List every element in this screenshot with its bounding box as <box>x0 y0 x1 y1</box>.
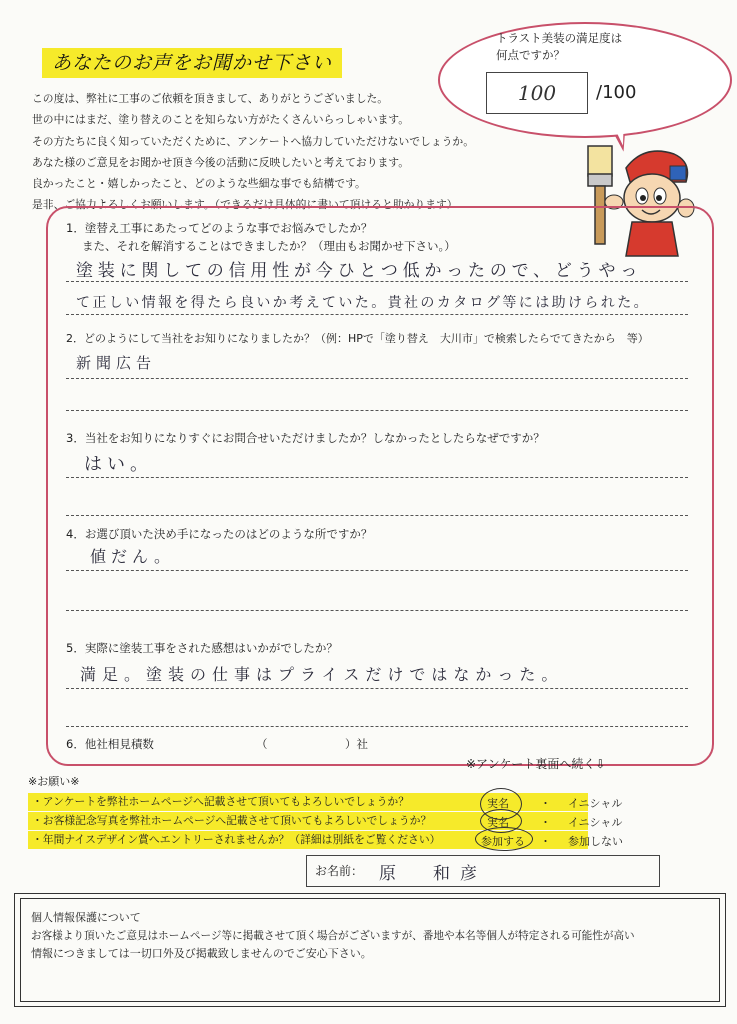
choice-separator: ・ <box>540 835 551 848</box>
intro-line: 世の中にはまだ、塗り替えのことを知らない方がたくさんいらっしゃいます。 <box>32 113 410 127</box>
answer-line <box>66 477 688 478</box>
satisfaction-score-field[interactable]: 100 <box>486 72 588 114</box>
choice-not-participate[interactable]: 参加しない <box>568 835 623 848</box>
continue-note: ※アンケート裏面へ続く⇩ <box>466 757 606 771</box>
choice-initial[interactable]: イニシャル <box>568 816 623 829</box>
request-website-survey: ・アンケートを弊社ホームページへ記載させて頂いてもよろしいでしょうか？ <box>28 793 588 811</box>
answer-line <box>66 410 688 411</box>
privacy-line: 情報につきましては一切口外及び掲載致しませんのでご安心下さい。 <box>31 947 372 960</box>
choice-separator: ・ <box>540 816 551 829</box>
intro-line: 良かったこと・嬉しかったこと、どのような些細な事でも結構です。 <box>32 177 366 191</box>
answer-line <box>66 688 688 689</box>
answer-line <box>66 610 688 611</box>
privacy-line: お客様より頂いたご意見はホームページ等に掲載させて頂く場合がございますが、番地や本名等個人が特定される可能性が高い <box>31 930 635 942</box>
answer-line <box>66 281 688 282</box>
question-5: 5．実際に塗装工事をされた感想はいかがでしたか？ <box>66 641 338 655</box>
intro-line: その方たちに良く知っていただくために、アンケートへ協力していただけないでしょうか。 <box>32 134 475 148</box>
choice-initial[interactable]: イニシャル <box>568 797 623 810</box>
question-2-answer: 新聞広告 <box>76 354 157 372</box>
privacy-title: 個人情報保護について <box>31 911 141 924</box>
question-3-answer: はい。 <box>84 454 153 475</box>
privacy-notice <box>20 898 720 1002</box>
choice-real-name[interactable]: 実名 <box>487 816 509 829</box>
question-5-answer: 満足。塗装の仕事はプライスだけではなかった。 <box>80 665 564 684</box>
question-6-close-paren: ）社 <box>345 737 368 751</box>
question-4: 4．お選び頂いた決め手になったのはどのような所ですか？ <box>66 527 373 541</box>
requests-title: ※お願い※ <box>28 775 80 788</box>
question-1-line1: 1．塗替え工事にあたってどのような事でお悩みでしたか？ <box>66 221 373 235</box>
intro-line: 是非、ご協力よろしくお願いします。（できるだけ具体的に書いて頂けると助かります） <box>32 198 458 212</box>
intro-line: あなた様のご意見をお聞かせ頂き今後の活動に反映したいと考えております。 <box>32 155 410 169</box>
name-field[interactable] <box>306 855 660 887</box>
question-6-label: 6．他社相見積数 <box>66 737 154 751</box>
answer-line <box>66 515 688 516</box>
satisfaction-question: トラスト美装の満足度は 何点ですか？ <box>496 31 623 62</box>
request-design-award: ・年間ナイスデザイン賞へエントリーされませんか？（詳細は別紙をご覧ください） <box>28 831 588 849</box>
choice-real-name[interactable]: 実名 <box>487 797 509 810</box>
answer-line <box>66 314 688 315</box>
answer-line <box>66 726 688 727</box>
question-4-answer: 値だん。 <box>90 547 175 566</box>
name-value: 原 和彦 <box>379 864 487 884</box>
question-2: 2．どのようにして当社をお知りになりましたか？（例：HPで「塗り替え 大川市」で検索したらでてきたから 等） <box>66 332 649 345</box>
name-label: お名前： <box>315 864 364 878</box>
choice-participate[interactable]: 参加する <box>481 835 525 848</box>
question-1-answer-line1: 塗装に関しての信用性が今ひとつ低かったので、どうやっ <box>76 261 643 281</box>
answer-line <box>66 378 688 379</box>
choice-separator: ・ <box>540 797 551 810</box>
intro-text <box>32 88 482 216</box>
question-1-answer-line2: て正しい情報を得たら良いか考えていた。貴社のカタログ等には助けられた。 <box>76 295 650 311</box>
answer-line <box>66 570 688 571</box>
intro-line: この度は、弊社に工事のご依頼を頂きまして、ありがとうございました。 <box>32 92 389 105</box>
question-6-open-paren: （ <box>256 737 268 751</box>
survey-title: あなたのお声をお聞かせ下さい <box>42 48 342 78</box>
selected-circle <box>475 827 533 851</box>
question-1-line2: また、それを解消することはできましたか？（理由もお聞かせ下さい。） <box>82 239 456 253</box>
request-website-photo: ・お客様記念写真を弊社ホームページへ記載させて頂いてもよろしいでしょうか？ <box>28 812 588 830</box>
question-3: 3．当社をお知りになりすぐにお問合せいただけましたか？しなかったとしたらなぜですか？ <box>66 431 545 445</box>
satisfaction-max: /100 <box>596 82 637 103</box>
